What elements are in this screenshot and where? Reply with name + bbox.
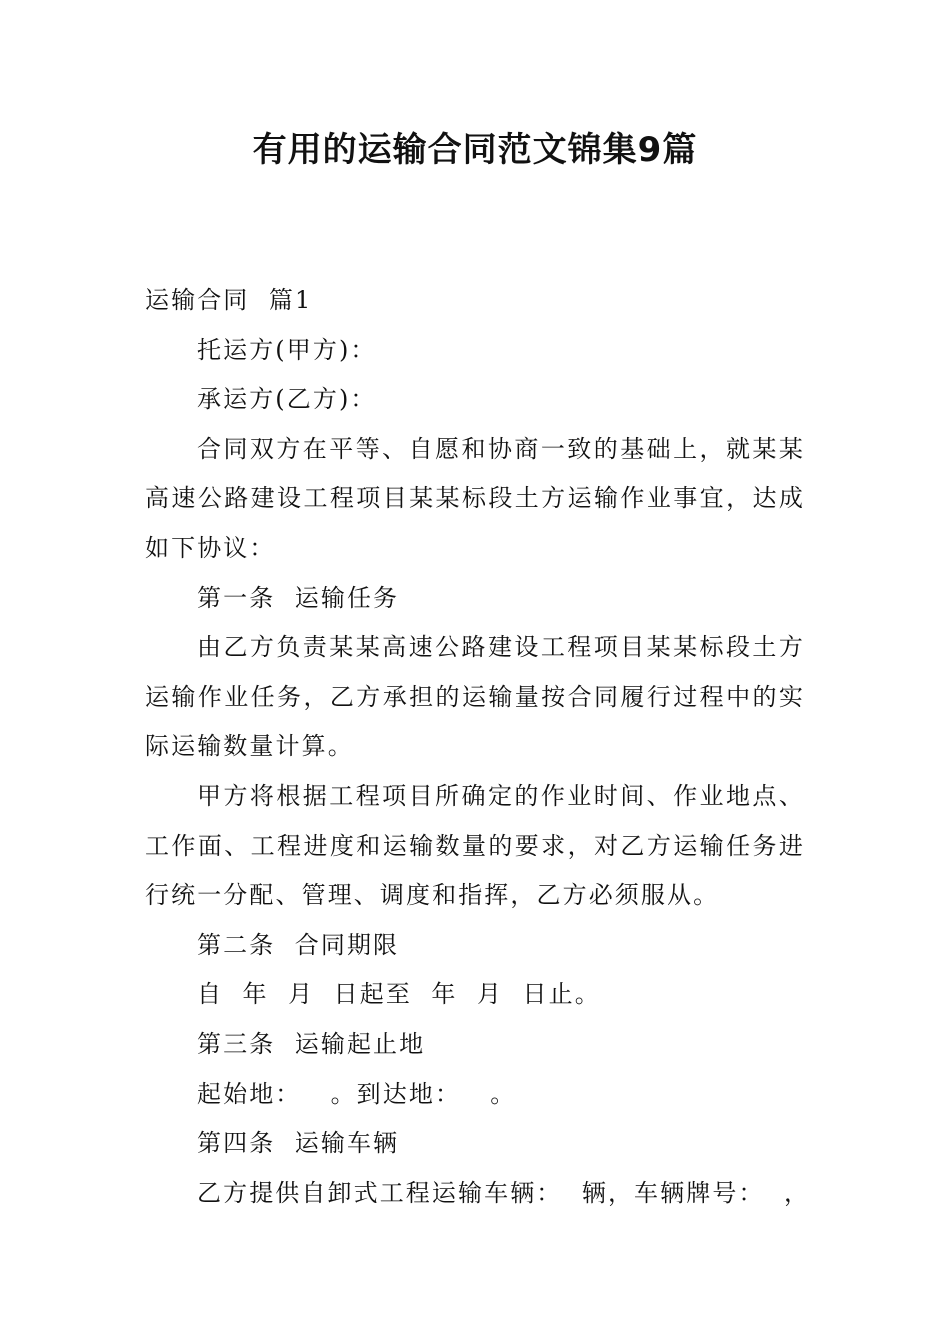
document-title: 有用的运输合同范文锦集9篇 bbox=[252, 130, 698, 170]
article-3-paragraph: 起始地： 。到达地： 。 bbox=[197, 1079, 517, 1108]
carrier-line: 承运方(乙方)： bbox=[197, 385, 377, 414]
article-4-paragraph: 乙方提供自卸式工程运输车辆： 辆，车辆牌号： ， bbox=[197, 1178, 811, 1207]
article-2-paragraph: 自 年 月 日起至 年 月 日止。 bbox=[197, 980, 601, 1009]
section-heading: 运输合同 篇1 bbox=[145, 286, 313, 314]
article-1-title: 第一条 运输任务 bbox=[197, 583, 400, 612]
document-body bbox=[145, 276, 811, 1218]
intro-paragraph: 合同双方在平等、自愿和协商一致的基础上，就某某高速公路建设工程项目某某标段土方运输作业事宜，达成如下协议： bbox=[145, 434, 805, 562]
article-4-title: 第四条 运输车辆 bbox=[197, 1129, 400, 1158]
article-1-paragraph-2: 甲方将根据工程项目所确定的作业时间、作业地点、工作面、工程进度和运输数量的要求，对乙方运输任务进行统一分配、管理、调度和指挥，乙方必须服从。 bbox=[145, 781, 805, 910]
consignor-line: 托运方(甲方)： bbox=[197, 335, 377, 364]
article-3-title: 第三条 运输起止地 bbox=[197, 1029, 426, 1058]
article-1-paragraph-1: 由乙方负责某某高速公路建设工程项目某某标段土方运输作业任务，乙方承担的运输量按合同履行过程中的实际运输数量计算。 bbox=[145, 633, 805, 761]
article-2-title: 第二条 合同期限 bbox=[197, 930, 400, 959]
